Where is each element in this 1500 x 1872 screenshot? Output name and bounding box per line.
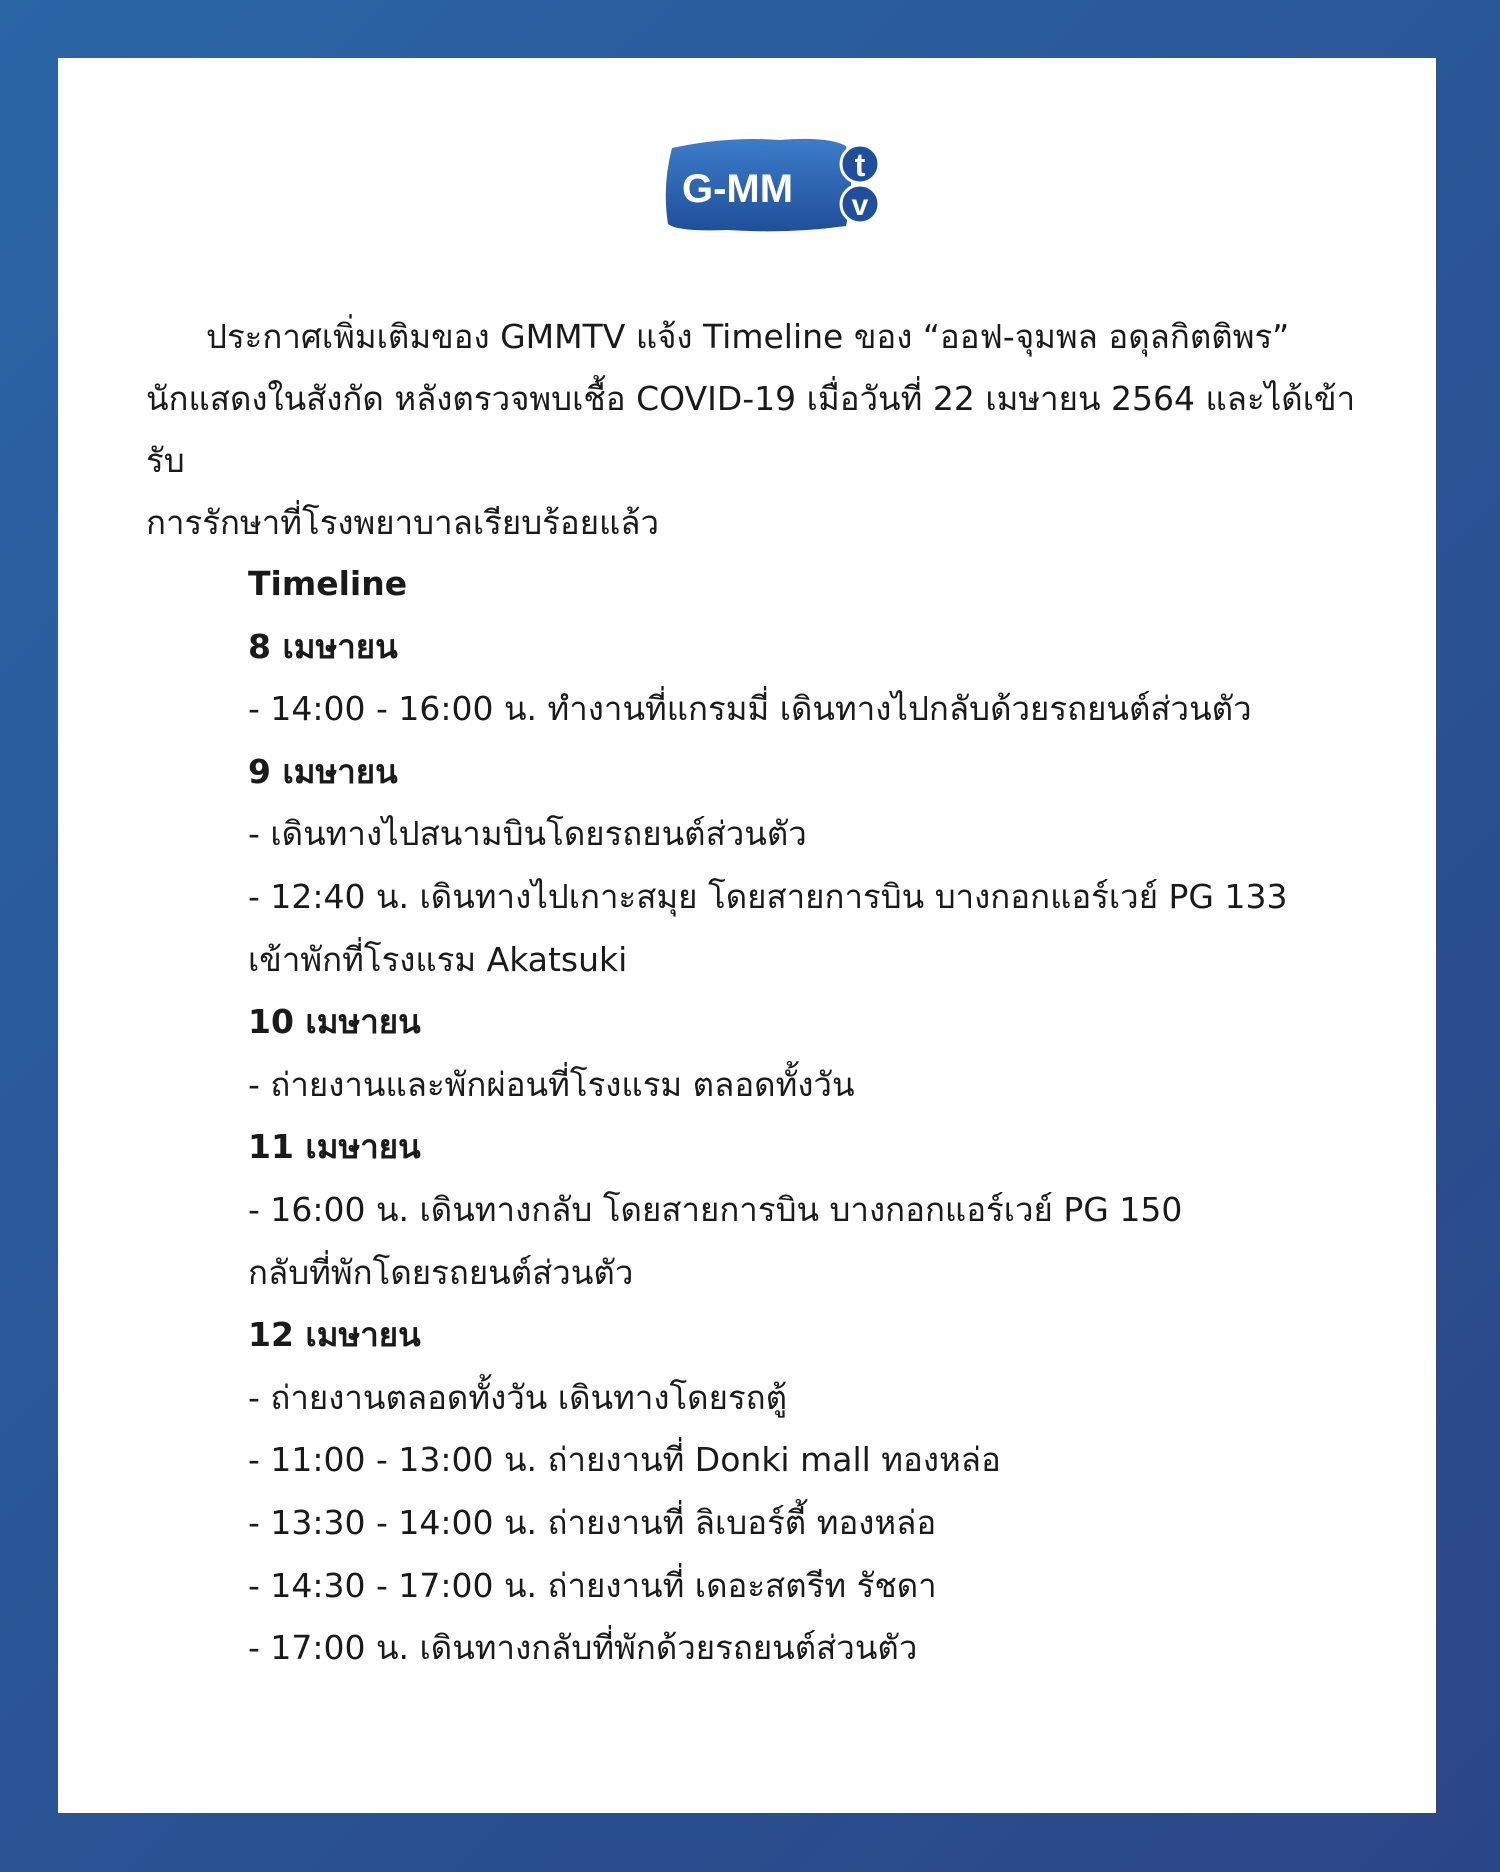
timeline-entry: - 11:00 - 13:00 น. ถ่ายงานที่ Donki mall ทองหล่อ — [248, 1440, 1001, 1480]
timeline-entry: กลับที่พักโดยรถยนต์ส่วนตัว — [248, 1252, 634, 1292]
timeline-list — [248, 553, 1348, 1680]
date-heading: 10 เมษายน — [248, 1002, 421, 1042]
timeline-entry: - 17:00 น. เดินทางกลับที่พักด้วยรถยนต์ส่วนตัว — [248, 1628, 918, 1668]
timeline-entry: - 14:00 - 16:00 น. ทำงานที่แกรมมี่ เดินทางไปกลับด้วยรถยนต์ส่วนตัว — [248, 689, 1252, 729]
timeline-entry: - เดินทางไปสนามบินโดยรถยนต์ส่วนตัว — [248, 814, 807, 854]
logo-text-main: G-MM — [682, 167, 794, 211]
intro-line-2: นักแสดงในสังกัด หลังตรวจพบเชื้อ COVID-19 เมื่อวันที่ 22 เมษายน 2564 และได้เข้ารับ — [146, 379, 1356, 480]
gmmtv-logo — [658, 130, 918, 240]
timeline-entry: - 13:30 - 14:00 น. ถ่ายงานที่ ลิเบอร์ตี้ ทองหล่อ — [248, 1502, 937, 1542]
date-heading: 12 เมษายน — [248, 1315, 421, 1355]
timeline-entry: - 16:00 น. เดินทางกลับ โดยสายการบิน บางกอกแอร์เวย์ PG 150 — [248, 1189, 1183, 1229]
timeline-entry: เข้าพักที่โรงแรม Akatsuki — [248, 939, 628, 979]
intro-paragraph — [146, 306, 1366, 554]
logo-text-v: v — [851, 189, 869, 222]
date-heading: 9 เมษายน — [248, 751, 398, 791]
announcement-card — [58, 58, 1436, 1813]
timeline-entry: - 12:40 น. เดินทางไปเกาะสมุย โดยสายการบิน บางกอกแอร์เวย์ PG 133 — [248, 876, 1288, 916]
timeline-entry: - ถ่ายงานและพักผ่อนที่โรงแรม ตลอดทั้งวัน — [248, 1064, 855, 1104]
timeline-entry: - 14:30 - 17:00 น. ถ่ายงานที่ เดอะสตรีท รัชดา — [248, 1565, 937, 1605]
intro-line-3: การรักษาที่โรงพยาบาลเรียบร้อยแล้ว — [146, 503, 660, 542]
logo-text-t: t — [854, 147, 866, 183]
timeline-heading: Timeline — [248, 564, 408, 603]
date-heading: 11 เมษายน — [248, 1127, 421, 1167]
timeline-entry: - ถ่ายงานตลอดทั้งวัน เดินทางโดยรถตู้ — [248, 1377, 788, 1417]
intro-line-1: ประกาศเพิ่มเติมของ GMMTV แจ้ง Timeline ของ “ออฟ-จุมพล อดุลกิตติพร” — [206, 317, 1290, 356]
date-heading: 8 เมษายน — [248, 626, 398, 666]
